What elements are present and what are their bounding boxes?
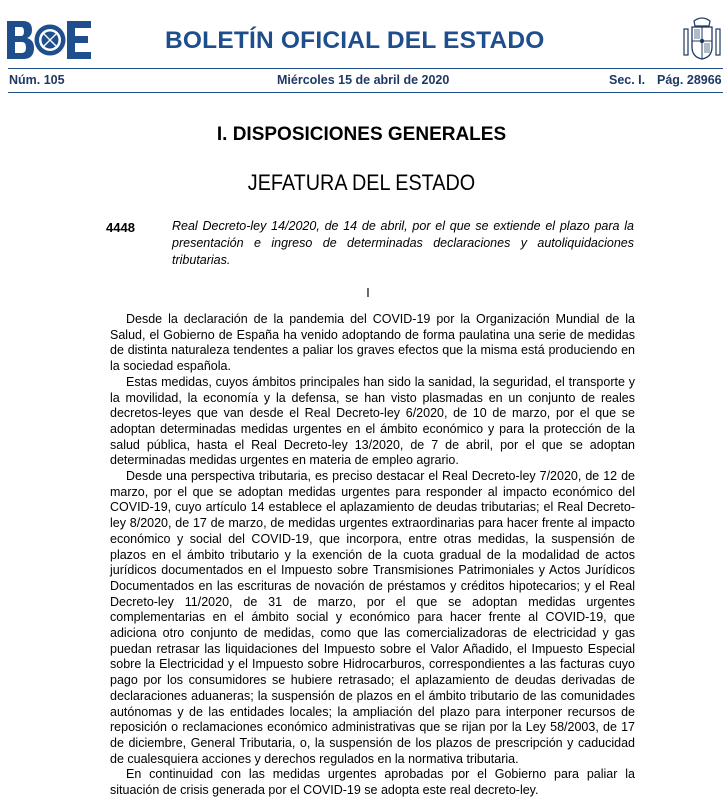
paragraph: Estas medidas, cuyos ámbitos principales han sido la sanidad, la seguridad, el transporte y la movilidad, la economía y la defensa, se han visto plasmadas en un conjunto de reales decretos-leyes que van desde el Real Decreto-ley 6/2020, de 10 de marzo, por el que se adoptan determinadas medidas urgentes en el ámbito económico y para la protección de la salud pública, hasta el Real Decreto-ley 13/2020, de 7 de abril, por el que se adoptan determinadas medidas urgentes en materia de empleo agrario. <box>110 374 635 468</box>
section-label: Sec. I. <box>609 73 646 87</box>
paragraph: En continuidad con las medidas urgentes aprobadas por el Gobierno para paliar la situación de crisis generada por el COVID-19 se adopta este real decreto-ley. <box>110 767 635 798</box>
section-title: I. DISPOSICIONES GENERALES <box>216 124 507 145</box>
entry-title: Real Decreto-ley 14/2020, de 14 de abril, por el que se extiende el plazo para la presentación e ingreso de determinadas declaraciones y autoliquidaciones tributarias. <box>172 219 634 267</box>
header-rule-top <box>8 68 723 69</box>
journal-title: BOLETÍN OFICIAL DEL ESTADO <box>165 27 545 54</box>
body-text <box>110 312 635 799</box>
department-heading: JEFATURA DEL ESTADO <box>247 170 476 195</box>
paragraph: Desde la declaración de la pandemia del COVID-19 por la Organización Mundial de la Salud, el Gobierno de España ha venido adoptando de forma paulatina una serie de medidas de distinta naturaleza tendentes a paliar los graves efectos que la misma está produciendo en la sociedad española. <box>110 312 635 374</box>
entry-number: 4448 <box>106 220 135 235</box>
header-rule-bottom <box>8 92 723 93</box>
chapter-numeral: I <box>366 286 370 300</box>
page-number: Pág. 28966 <box>657 73 722 87</box>
issue-date: Miércoles 15 de abril de 2020 <box>277 73 450 87</box>
paragraph: Desde una perspectiva tributaria, es preciso destacar el Real Decreto-ley 7/2020, de 12 de marzo, por el que se adoptan medidas urgentes para responder al impacto económico del COVID-19, cuyo artículo 14 establece el aplazamiento de deudas tributarias; el Real Decreto-ley 8/2020, de 17 de marzo, de medidas urgentes extraordinarias para hacer frente al impacto económico y social del COVID-19, que incorpora, entre otras medidas, la suspensión de plazos en el ámbito tributario y la exención de la cuota gradual de la modalidad de actos jurídicos documentados en el Impuesto sobre Transmisiones Patrimoniales y Actos Jurídicos Documentados en las escrituras de novación de préstamos y créditos hipotecarios; y el Real Decreto-ley 11/2020, de 31 de marzo, por el que se adoptan medidas urgentes complementarias en el ámbito social y económico para hacer frente al COVID-19, que adiciona otro conjunto de medidas, como que las comercializadoras de electricidad y gas puedan retrasar las liquidaciones del Impuesto sobre el Valor Añadido, el Impuesto Especial sobre la Electricidad y el Impuesto sobre Hidrocarburos, correspondientes a las facturas cuyo pago por los consumidores se hubiere retrasado; el aplazamiento de deudas derivadas de declaraciones aduaneras; la suspensión de plazos en el ámbito tributario de las comunidades autónomas y de las entidades locales; la ampliación del plazo para interponer recursos de reposición o reclamaciones económico administrativas que se rijan por la Ley 58/2003, de 17 de diciembre, General Tributaria, o, la suspensión de los plazos de prescripción y caducidad de cualesquiera acciones y derechos regulados en la normativa tributaria. <box>110 469 635 766</box>
page-header <box>0 0 723 92</box>
boe-logo <box>7 21 91 59</box>
coat-of-arms-icon <box>682 15 722 63</box>
issue-number: Núm. 105 <box>9 73 65 87</box>
